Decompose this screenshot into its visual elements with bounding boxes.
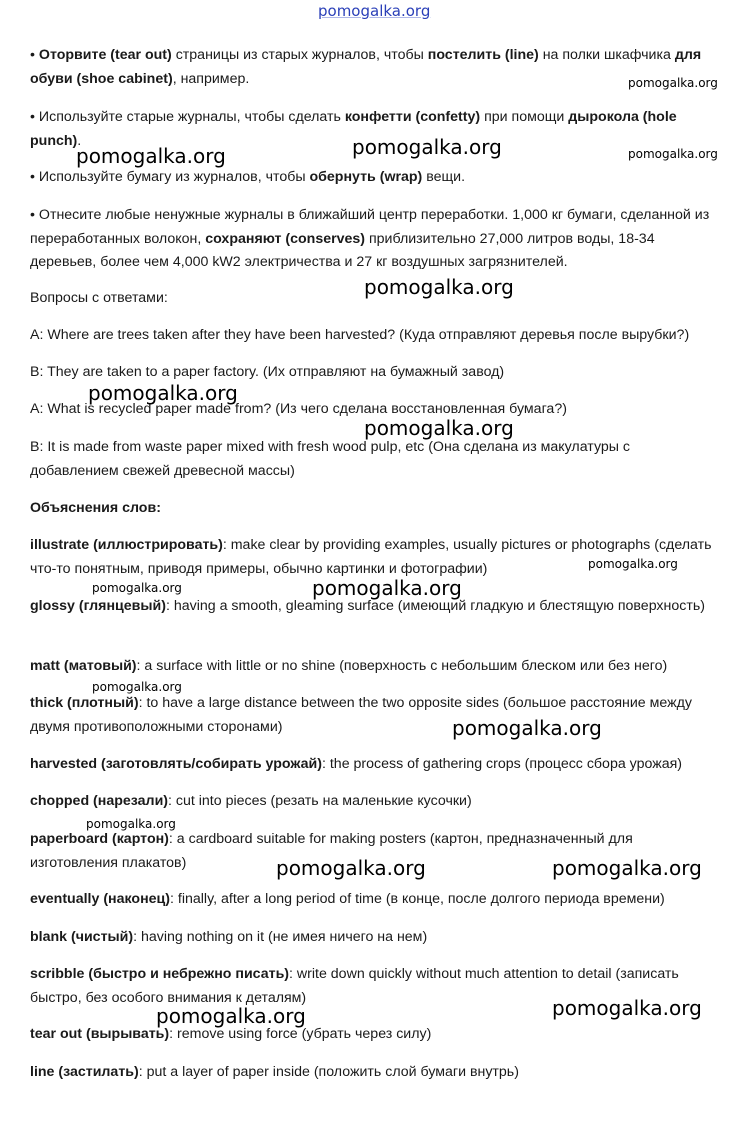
text-run: приблизительно 27,000 литров воды, 18-34 деревьев, более чем 4,000 kW2 электричества и 27 кг воздушных загрязнителей. — [30, 230, 655, 270]
watermark: pomogalka.org — [364, 416, 514, 440]
glossary-entry — [30, 655, 722, 679]
glossary-term: line (застилать) — [30, 1064, 139, 1080]
watermark: pomogalka.org — [452, 716, 602, 740]
watermark: pomogalka.org — [276, 856, 426, 880]
bullet-paragraph — [30, 44, 722, 91]
qa-line: A: What is recycled paper made from? (Из чего сделана восстановленная бумага?) — [30, 401, 567, 417]
glossary-term: glossy (глянцевый) — [30, 598, 166, 614]
text-run: • Используйте старые журналы, чтобы сделать — [30, 109, 345, 125]
watermark: pomogalka.org — [352, 135, 502, 159]
glossary-definition: : the process of gathering crops (процесс сбора урожая) — [321, 756, 683, 772]
glossary-entry — [30, 692, 722, 739]
glossary-entry — [30, 1061, 722, 1085]
bullet-paragraph — [30, 166, 722, 190]
glossary-term: paperboard (картон) — [30, 831, 169, 847]
watermark: pomogalka.org — [86, 817, 176, 831]
watermark: pomogalka.org — [318, 2, 431, 20]
watermark: pomogalka.org — [628, 76, 718, 90]
glossary-term: scribble (быстро и небрежно писать) — [30, 966, 290, 982]
glossary-definition: : remove using force (убрать через силу) — [169, 1026, 432, 1042]
watermark: pomogalka.org — [364, 275, 514, 299]
glossary-definition: : a cardboard suitable for making posters (картон, предназначенный для изготовления плакатов) — [30, 831, 633, 871]
bold-term: сохраняют (conserves) — [205, 230, 366, 247]
bold-term: обернуть (wrap) — [309, 169, 423, 185]
glossary-term: tear out (вырывать) — [30, 1026, 170, 1042]
bold-term: для обуви (shoe cabinet) — [30, 47, 702, 87]
watermark: pomogalka.org — [588, 557, 678, 571]
bullet-paragraph — [30, 204, 722, 275]
watermark: pomogalka.org — [156, 1004, 306, 1028]
glossary-term: blank (чистый) — [30, 929, 134, 945]
glossary-term: eventually (наконец) — [30, 891, 171, 907]
watermark: pomogalka.org — [92, 581, 182, 595]
bold-term: Оторвите (tear out) — [38, 47, 172, 63]
glossary-heading: Объяснения слов: — [30, 500, 161, 516]
text-run: • — [30, 47, 39, 63]
text-run: при помощи — [480, 109, 569, 125]
glossary-definition: : having nothing on it (не имея ничего на нем) — [133, 929, 428, 945]
glossary-term: harvested (заготовлять/собирать урожай) — [30, 756, 322, 772]
glossary-definition: : write down quickly without much attention to detail (записать быстро, без особого внимания к деталям) — [30, 966, 679, 1006]
glossary-term: matt (матовый) — [30, 658, 137, 674]
text-run: • Отнесите любые ненужные журналы в ближайший центр переработки. 1,000 кг бумаги, сделанной из переработанных волокон, — [30, 207, 710, 247]
watermark: pomogalka.org — [552, 856, 702, 880]
glossary-definition: : make clear by providing examples, usually pictures or photographs (сделать что-то понятным, приводя примеры, обычно картинки и фотографии) — [30, 537, 712, 577]
text-run: страницы из старых журналов, чтобы — [171, 47, 428, 63]
qa-line: A: Where are trees taken after they have been harvested? (Куда отправляют деревья после вырубки?) — [30, 327, 690, 343]
watermark: pomogalka.org — [628, 147, 718, 161]
glossary-entry — [30, 1023, 722, 1047]
glossary-entry — [30, 888, 722, 912]
watermark: pomogalka.org — [76, 144, 226, 168]
watermark: pomogalka.org — [552, 996, 702, 1020]
text-run: . — [77, 132, 82, 149]
glossary-term: thick (плотный) — [30, 695, 139, 711]
watermark: pomogalka.org — [92, 680, 182, 694]
glossary-entry — [30, 753, 722, 777]
glossary-term: chopped (нарезали) — [30, 793, 169, 809]
bold-term: дырокола (hole punch) — [30, 109, 677, 149]
watermark: pomogalka.org — [312, 576, 462, 600]
qa-line: B: They are taken to a paper factory. (Их отправляют на бумажный завод) — [30, 364, 505, 380]
text-run: на полки шкафчика — [538, 47, 675, 63]
bold-term: конфетти (confetty) — [344, 109, 481, 125]
glossary-definition: : a surface with little or no shine (поверхность с небольшим блеском или без него) — [136, 658, 668, 674]
text-run: , например. — [172, 70, 250, 87]
qa-line: B: It is made from waste paper mixed with fresh wood pulp, etc (Она сделана из макулатуры с добавлением свежей древесной массы) — [30, 439, 631, 479]
glossary-definition: : cut into pieces (резать на маленькие кусочки) — [168, 793, 472, 809]
glossary-definition: : to have a large distance between the two opposite sides (большое расстояние между двумя противоположными сторонами) — [30, 695, 692, 735]
qa-heading: Вопросы с ответами: — [30, 290, 168, 306]
glossary-entry — [30, 790, 722, 814]
glossary-definition: : having a smooth, gleaming surface (имеющий гладкую и блестящую поверхность) — [165, 598, 705, 614]
glossary-entry — [30, 926, 722, 950]
watermark: pomogalka.org — [88, 381, 238, 405]
glossary-definition: : put a layer of paper inside (положить слой бумаги внутрь) — [138, 1064, 519, 1080]
glossary-term: illustrate (иллюстрировать) — [30, 537, 223, 553]
bold-term: постелить (line) — [427, 47, 539, 63]
text-run: вещи. — [422, 169, 466, 185]
glossary-definition: : finally, after a long period of time (в конце, после долгого периода времени) — [170, 891, 665, 907]
text-run: • Используйте бумагу из журналов, чтобы — [30, 169, 310, 185]
